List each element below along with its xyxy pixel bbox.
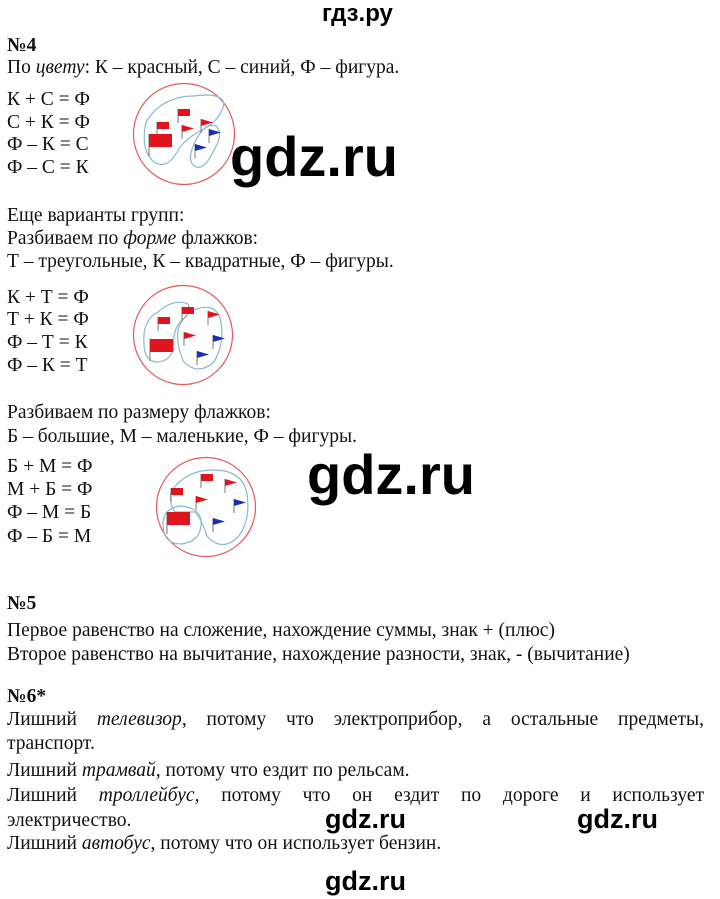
triangle-flag [196, 496, 208, 503]
task6-p1-line1: Лишний телевизор, потому что электроприбор, а остальные предметы, [7, 709, 705, 730]
task5-title: №5 [7, 593, 37, 614]
task6-p3-line2: электричество. [7, 810, 132, 831]
triangle-flag [182, 125, 194, 132]
big-square-flag [149, 134, 172, 147]
watermark: gdz.ru [325, 866, 406, 896]
set-circle [134, 286, 233, 385]
task5-line: Второе равенство на вычитание, нахождение разности, знак, - (вычитание) [7, 644, 630, 665]
watermark: gdz.ru [577, 804, 658, 834]
equation: Ф – С = К [7, 157, 89, 178]
watermark: gdz.ru [230, 125, 398, 188]
shape-legend: Т – треугольные, К – квадратные, Ф – фигуры. [7, 251, 394, 272]
flags-diagram-color [132, 82, 236, 186]
flags-diagram-size [155, 456, 257, 558]
size-intro: Разбиваем по размеру флажков: [7, 402, 271, 423]
big-square-flag [150, 339, 173, 352]
task6-p2: Лишний трамвай, потому что ездит по рельсам. [7, 760, 410, 781]
square-flag [157, 122, 169, 129]
shape-intro: Разбиваем по форме флажков: [7, 228, 259, 249]
equation: М + Б = Ф [7, 479, 93, 500]
equation: К + С = Ф [7, 89, 90, 110]
big-square-flag [167, 512, 190, 525]
equation: Т + К = Ф [7, 309, 89, 330]
triangle-flag [184, 332, 196, 339]
equation: Ф – М = Б [7, 502, 92, 523]
equation: Ф – Т = К [7, 332, 88, 353]
triangle-flag [225, 479, 237, 486]
task6-p3-line1: Лишний троллейбус, потому что он ездит по дороге и использует [7, 785, 704, 806]
more-variants: Еще варианты групп: [7, 205, 185, 226]
watermark: gdz.ru [307, 443, 475, 506]
color-intro: По цвету: К – красный, С – синий, Ф – фигура. [7, 57, 400, 78]
triangle-flag [208, 311, 220, 318]
equation: Ф – К = С [7, 134, 89, 155]
group-outline-small [171, 470, 248, 545]
triangle-flag [234, 499, 246, 506]
flags-diagram-shape [132, 284, 234, 386]
site-header: гдз.ру [322, 0, 393, 27]
equation: К + Т = Ф [7, 287, 89, 308]
task6-p4: Лишний автобус, потому что он использует бензин. [7, 833, 442, 854]
task6-title: №6* [7, 686, 47, 707]
task4-title: №4 [7, 35, 37, 56]
triangle-flag [213, 518, 225, 525]
size-legend: Б – большие, М – маленькие, Ф – фигуры. [7, 426, 357, 447]
square-flag [201, 474, 213, 481]
triangle-flag [195, 144, 207, 151]
equation: Ф – К = Т [7, 355, 88, 376]
equation: Б + М = Ф [7, 456, 93, 477]
triangle-flag [197, 351, 209, 358]
task5-line: Первое равенство на сложение, нахождение суммы, знак + (плюс) [7, 620, 555, 641]
square-flag [158, 317, 170, 324]
triangle-flag [213, 335, 225, 342]
equation: С + К = Ф [7, 112, 90, 133]
watermark: gdz.ru [325, 804, 406, 834]
equation: Ф – Б = М [7, 526, 92, 547]
task6-p1-line2: транспорт. [7, 733, 95, 754]
square-flag [178, 109, 190, 116]
square-flag [182, 307, 194, 314]
square-flag [171, 488, 183, 495]
